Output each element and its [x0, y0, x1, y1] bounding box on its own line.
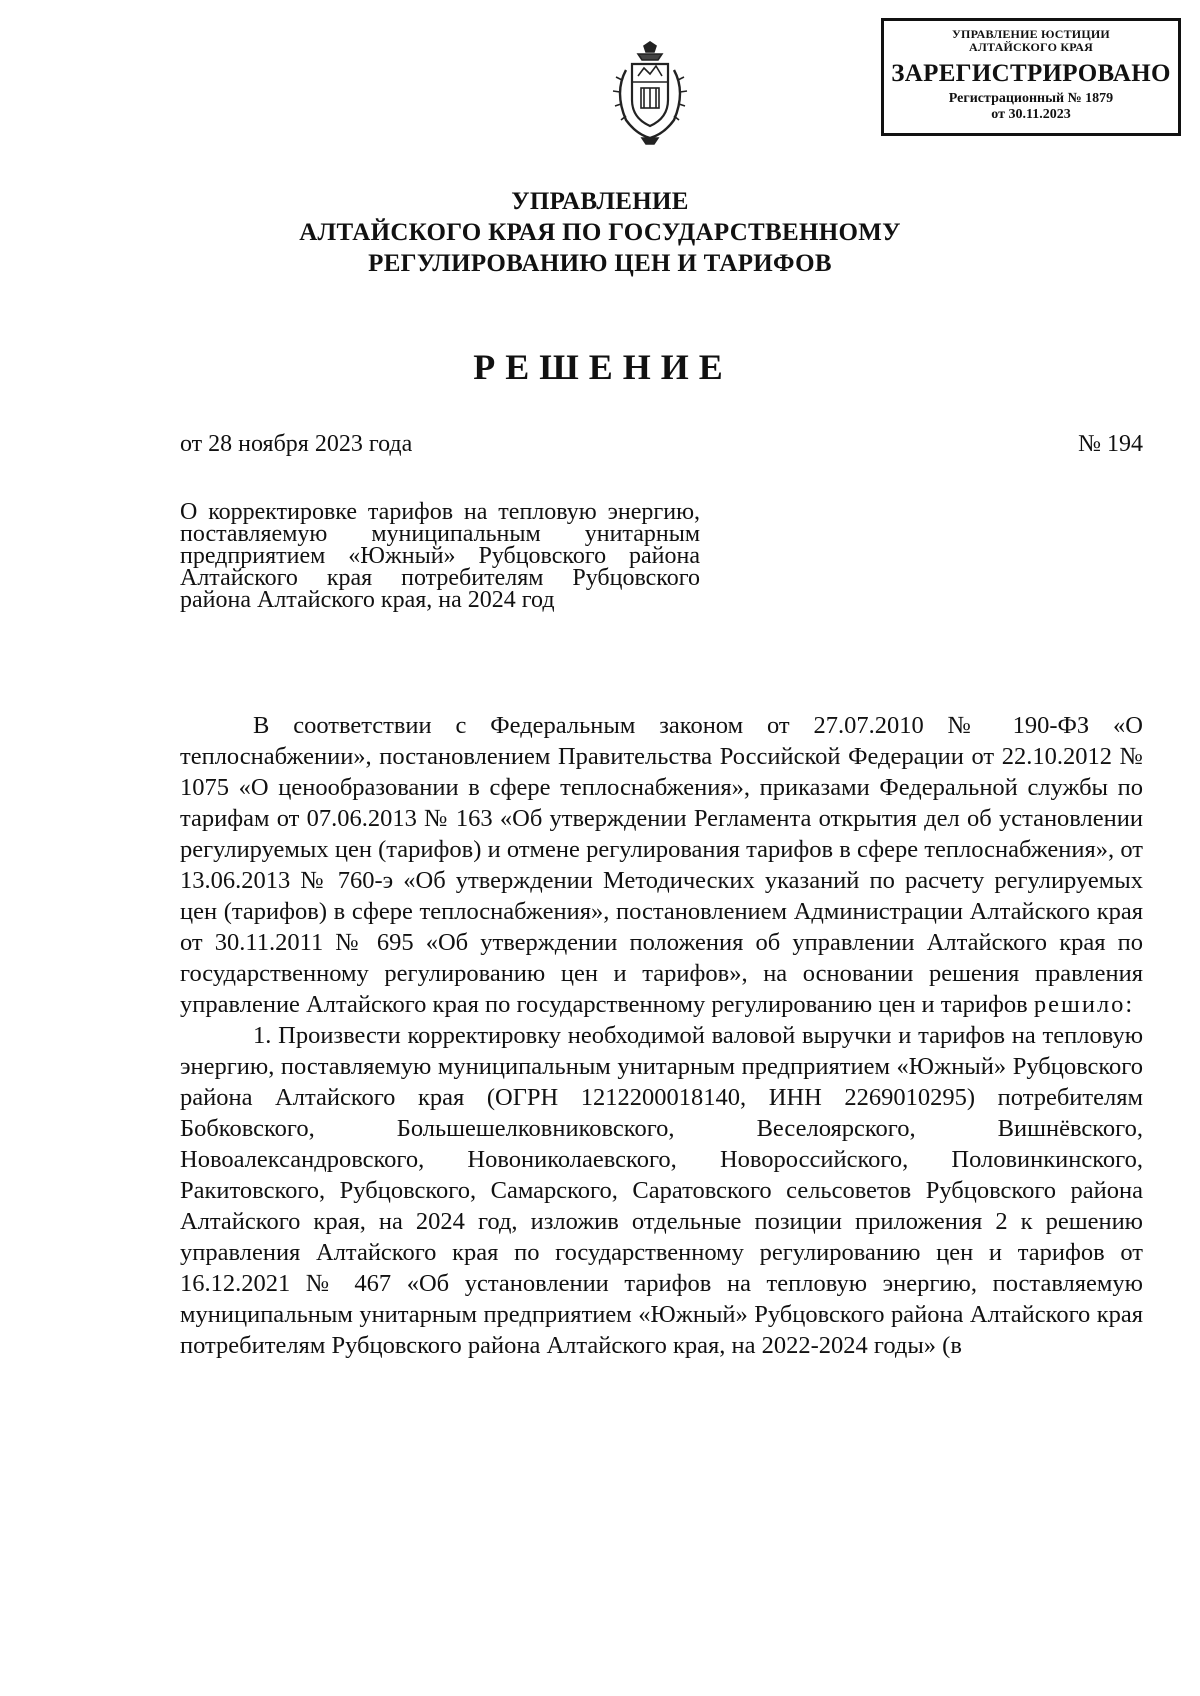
agency-name [0, 186, 1200, 279]
registration-stamp [881, 18, 1181, 136]
document-title: РЕШЕНИЕ [473, 347, 733, 387]
stamp-org-line1: УПРАВЛЕНИЕ ЮСТИЦИИ [952, 27, 1110, 41]
agency-line1: УПРАВЛЕНИЕ [511, 188, 689, 215]
stamp-reg-number: Регистрационный № 1879 [948, 91, 1114, 106]
stamp-reg-info [884, 91, 1178, 123]
stamp-org-line2: АЛТАЙСКОГО КРАЯ [969, 40, 1093, 54]
agency-line2: АЛТАЙСКОГО КРАЯ ПО ГОСУДАРСТВЕННОМУ [299, 219, 901, 246]
preamble-text: В соответствии с Федеральным законом от 27.07.2010 № 190-ФЗ «О теплоснабжении», постановлением Правительства Российской Федерации от 22.10.2012 № 1075 «О ценообразовании в сфере теплоснабжения», приказами Федеральной службы по тарифам от 07.06.2013 № 163 «Об утверждении Регламента открытия дел об установлении регулируемых цен (тарифов) и отмене регулирования тарифов в сфере теплоснабжения», от 13.06.2013 № 760-э «Об утверждении Методических указаний по расчету регулируемых цен (тарифов) в сфере теплоснабжения», постановлением Администрации Алтайского края от 30.11.2011 № 695 «Об утверждении положения об управлении Алтайского края по государственному регулированию цен и тарифов», на основании решения правления управление Алтайского края по государственному регулированию цен и тарифов [180, 712, 1143, 1018]
document-body [180, 710, 1143, 1361]
stamp-status: ЗАРЕГИСТРИРОВАНО [891, 60, 1171, 87]
stamp-reg-date: от 30.11.2023 [991, 107, 1071, 122]
item-1-paragraph: 1. Произвести корректировку необходимой валовой выручки и тарифов на тепловую энергию, поставляемую муниципальным унитарным предприятием «Южный» Рубцовского района Алтайского края (ОГРН 1212200018140, ИНН 2269010295) потребителям Бобковского, Большешелковниковского, Веселоярского, Вишнёвского, Новоалександровского, Новониколаевского, Новороссийского, Половинкинского, Ракитовского, Рубцовского, Самарского, Саратовского сельсоветов Рубцовского района Алтайского края, на 2024 год, изложив отдельные позиции приложения 2 к решению управления Алтайского края по государственному регулированию цен и тарифов от 16.12.2021 № 467 «Об установлении тарифов на тепловую энергию, поставляемую муниципальным унитарным предприятием «Южный» Рубцовского района Алтайского края потребителям Рубцовского района Алтайского края, на 2022-2024 годы» (в [180, 1022, 1143, 1359]
altai-krai-coat-of-arms-icon [608, 40, 692, 146]
stamp-org [884, 28, 1178, 54]
document-date: от 28 ноября 2023 года [180, 431, 413, 457]
document-subject: О корректировке тарифов на тепловую энергию, поставляемую муниципальным унитарным предприятием «Южный» Рубцовского района Алтайского края потребителям Рубцовского района Алтайского края, на 2024 год [180, 499, 700, 613]
agency-line3: РЕГУЛИРОВАНИЮ ЦЕН И ТАРИФОВ [368, 250, 832, 277]
preamble-paragraph [180, 710, 1143, 1020]
decided-word: решило: [1033, 991, 1135, 1018]
document-number: № 194 [1078, 431, 1143, 457]
